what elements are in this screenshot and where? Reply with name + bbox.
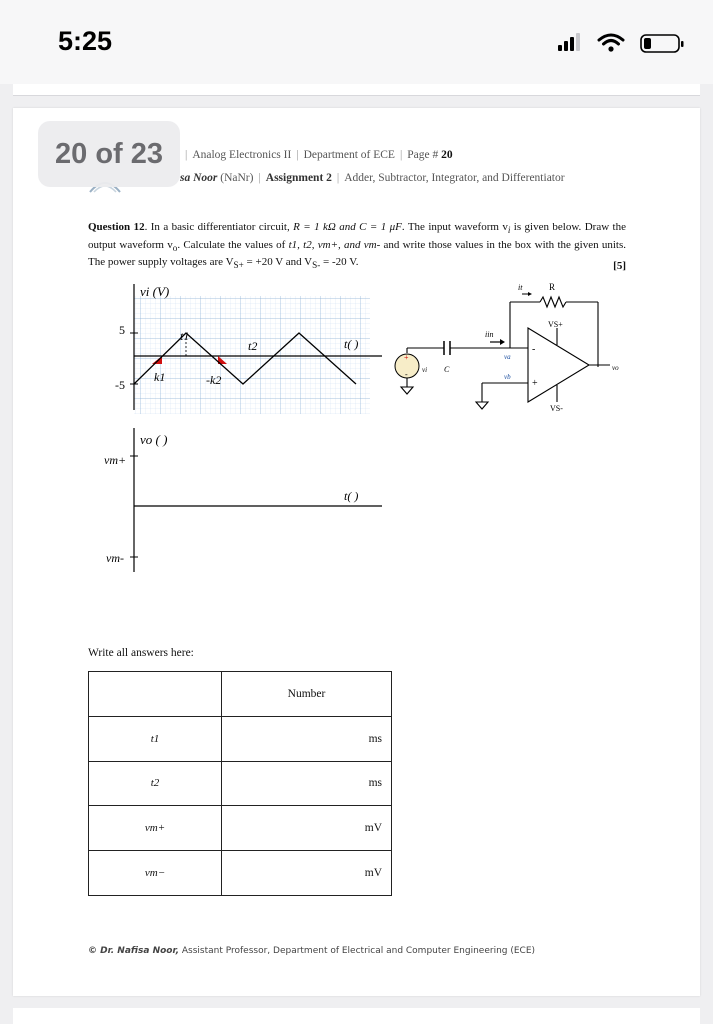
opamp-plus: + xyxy=(532,378,538,389)
differentiator-circuit xyxy=(392,280,632,415)
output-waveform-graph xyxy=(104,428,382,572)
battery-icon xyxy=(641,35,684,52)
label-C: C xyxy=(444,365,450,374)
footer-author: © Dr. Nafisa Noor, xyxy=(88,946,179,956)
signal-icon xyxy=(558,33,580,51)
vi-axis-label: vi (V) xyxy=(140,284,170,299)
answers-table xyxy=(88,671,392,896)
answer-unit: ms xyxy=(222,761,392,806)
previous-page-edge xyxy=(13,84,700,96)
label-R: R xyxy=(549,282,556,292)
component-values: R = 1 kΩ and C = 1 μF xyxy=(293,221,402,233)
table-header-row xyxy=(89,672,392,717)
question-text-part: = -20 V. xyxy=(320,256,359,269)
answer-variable: vm− xyxy=(89,851,222,896)
label-vs-minus: VS- xyxy=(550,404,563,413)
question-text-part: . Calculate the values of xyxy=(177,238,289,251)
input-waveform-graph xyxy=(115,284,382,414)
status-bar xyxy=(0,0,713,84)
assignment-topic: Adder, Subtractor, Integrator, and Differentiator xyxy=(344,172,565,184)
author-name: sa Noor xyxy=(180,172,218,184)
tick-label-neg5: -5 xyxy=(115,378,125,392)
table-header-number: Number xyxy=(222,672,392,717)
document-header-line1: | Analog Electronics II | Department of ECE | Page # 20 xyxy=(185,149,453,161)
tick-label-5: 5 xyxy=(119,323,125,337)
page-number: 20 xyxy=(441,149,453,161)
answer-variable: t2 xyxy=(89,761,222,806)
resistor-R xyxy=(540,297,566,307)
answer-unit: ms xyxy=(222,716,392,761)
footer-affiliation: Assistant Professor, Department of Electrical and Computer Engineering (ECE) xyxy=(179,946,536,956)
vm-minus-label: vm- xyxy=(106,551,124,565)
svg-text:+: + xyxy=(404,353,409,362)
answer-variables: t1, t2, vm+, and vm- xyxy=(288,238,381,251)
ground-symbol-source xyxy=(401,387,413,394)
question-text-part: . In a basic differentiator circuit, xyxy=(144,221,294,233)
label-vo: vo xyxy=(612,364,619,372)
op-amp xyxy=(528,328,589,402)
question-text-part: and write those values in the box with the given units. The power supply voltages are V xyxy=(88,238,626,269)
k2-label: -k2 xyxy=(206,373,222,387)
table-header-blank xyxy=(89,672,222,717)
input-time-axis-label: t( ) xyxy=(344,337,359,351)
wifi-icon xyxy=(599,35,623,52)
course-name: Analog Electronics II xyxy=(192,149,292,161)
answer-variable: t1 xyxy=(89,716,222,761)
table-row xyxy=(89,851,392,896)
page-footer xyxy=(88,946,535,956)
label-vs-plus: VS+ xyxy=(548,320,563,329)
k1-label: k1 xyxy=(154,370,166,384)
assignment-label: Assignment 2 xyxy=(265,172,332,184)
label-vb: vb xyxy=(504,373,511,381)
answer-variable: vm+ xyxy=(89,806,222,851)
label-iin: iin xyxy=(485,330,494,339)
table-row xyxy=(89,716,392,761)
table-row xyxy=(89,806,392,851)
answer-unit: mV xyxy=(222,851,392,896)
question-label: Question 12 xyxy=(88,221,145,233)
question-text-part: . The input waveform v xyxy=(401,221,508,233)
svg-text:-: - xyxy=(405,370,408,379)
question-text-part: is given below. Draw the output waveform v xyxy=(88,221,626,251)
document-header-line2: sa Noor (NaNr) | Assignment 2 | Adder, Subtractor, Integrator, and Differentiator xyxy=(180,172,565,184)
question-text: Question 12. In a basic differentiator circuit, R = 1 kΩ and C = 1 μF. The input waveform $v_i$ is given below. Draw the output waveform $v_o$. Calculate the values of t1, t2, vm+, and vm- and write those values in the box with the given units. The power supply voltages are $V_{S+} = +20$ V and $V_{S-} = -20$ V. [5] xyxy=(88,221,626,272)
answers-label: Write all answers here: xyxy=(88,647,194,659)
status-icons xyxy=(558,30,688,56)
t1-label: t1 xyxy=(180,329,190,343)
question-text-part: = +20 V and V xyxy=(243,256,313,269)
page-label: Page # xyxy=(407,149,439,161)
label-vi: vi xyxy=(422,366,428,374)
status-time: 5:25 xyxy=(58,26,113,56)
author-tag: (NaNr) xyxy=(220,172,254,184)
label-va: va xyxy=(504,353,511,361)
answer-unit: mV xyxy=(222,806,392,851)
page-counter-badge: 20 of 23 xyxy=(38,121,180,187)
table-row xyxy=(89,761,392,806)
opamp-minus: - xyxy=(532,344,536,355)
ground-symbol-opamp xyxy=(476,402,488,409)
vo-axis-label: vo ( ) xyxy=(140,432,168,447)
question-marks: [5] xyxy=(613,259,626,272)
vm-plus-label: vm+ xyxy=(104,453,127,467)
waveform-figure xyxy=(100,278,400,578)
output-time-axis-label: t( ) xyxy=(344,489,359,503)
t2-label: t2 xyxy=(248,339,258,353)
label-it: it xyxy=(518,283,523,292)
next-page-edge xyxy=(13,1008,700,1024)
department-name: Department of ECE xyxy=(303,149,395,161)
